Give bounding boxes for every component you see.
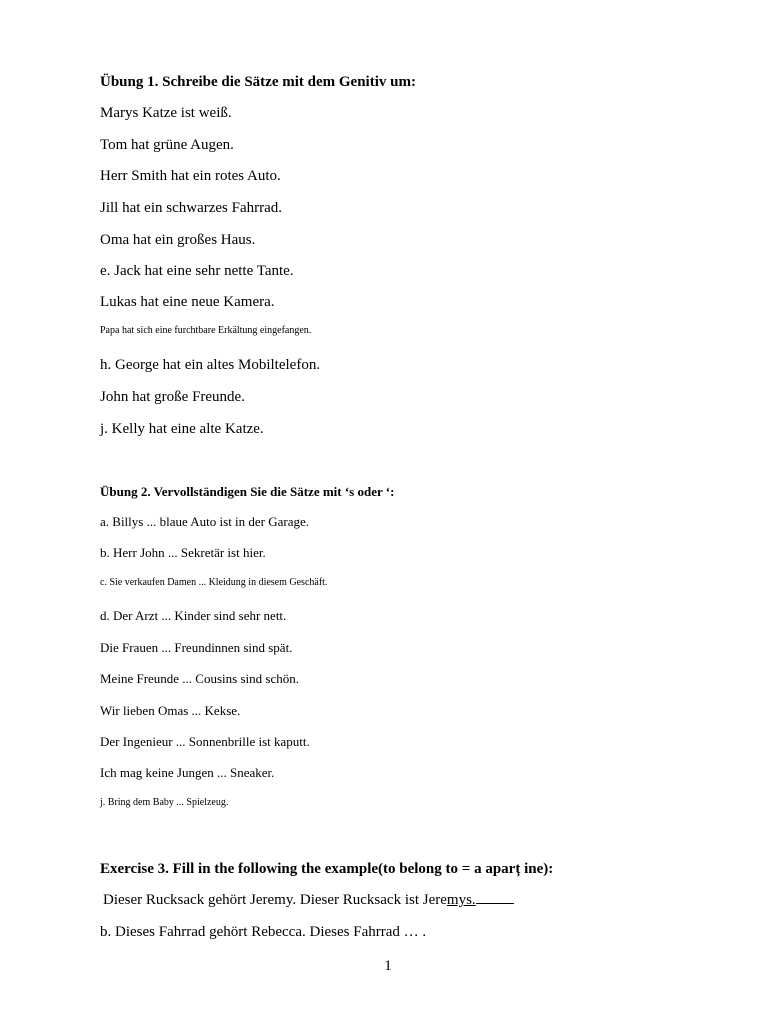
exercise-2-item: b. Herr John ... Sekretär ist hier. xyxy=(100,545,266,560)
exercise-1-item: e. Jack hat eine sehr nette Tante. xyxy=(100,263,294,279)
exercise-1-heading: Übung 1. Schreibe die Sätze mit dem Genitiv um: xyxy=(100,74,416,90)
exercise-3-item: b. Dieses Fahrrad gehört Rebecca. Dieses Fahrrad … . xyxy=(100,924,427,940)
exercise-1-item: John hat große Freunde. xyxy=(100,389,245,405)
exercise-2-item: j. Bring dem Baby ... Spielzeug. xyxy=(100,797,229,808)
exercise-1-item: Papa hat sich eine furchtbare Erkältung eingefangen. xyxy=(100,325,312,336)
exercise-3-heading: Exercise 3. Fill in the following the example(to belong to = a aparț ine): xyxy=(100,861,554,877)
exercise-1-item: Tom hat grüne Augen. xyxy=(100,137,234,153)
answer-blank xyxy=(476,892,514,904)
exercise-2-item: Wir lieben Omas ... Kekse. xyxy=(100,703,241,718)
exercise-2-item: Die Frauen ... Freundinnen sind spät. xyxy=(100,640,293,655)
exercise-1-item: h. George hat ein altes Mobiltelefon. xyxy=(100,357,321,373)
exercise-2-item: c. Sie verkaufen Damen ... Kleidung in diesem Geschäft. xyxy=(100,577,328,588)
exercise-2-heading: Übung 2. Vervollständigen Sie die Sätze mit ‘s oder ‘: xyxy=(100,484,395,499)
exercise-2-item: a. Billys ... blaue Auto ist in der Garage. xyxy=(100,514,310,529)
exercise-2-item: d. Der Arzt ... Kinder sind sehr nett. xyxy=(100,608,287,623)
exercise-3-example-text: Dieser Rucksack gehört Jeremy. Dieser Rucksack ist Jere xyxy=(103,892,447,908)
exercise-2-item: Der Ingenieur ... Sonnenbrille ist kaputt. xyxy=(100,734,310,749)
exercise-3-example xyxy=(103,891,514,909)
exercise-1-item: Jill hat ein schwarzes Fahrrad. xyxy=(100,200,283,216)
exercise-1-item: Lukas hat eine neue Kamera. xyxy=(100,294,275,310)
exercise-1-item: Marys Katze ist weiß. xyxy=(100,105,232,121)
exercise-1-item: Oma hat ein großes Haus. xyxy=(100,232,256,248)
exercise-2-item: Ich mag keine Jungen ... Sneaker. xyxy=(100,765,275,780)
exercise-3-example-answer: mys. xyxy=(446,892,476,908)
exercise-2-item: Meine Freunde ... Cousins sind schön. xyxy=(100,671,299,686)
exercise-1-item: Herr Smith hat ein rotes Auto. xyxy=(100,168,281,184)
exercise-1-item: j. Kelly hat eine alte Katze. xyxy=(100,421,264,437)
page-number: 1 xyxy=(384,958,392,974)
